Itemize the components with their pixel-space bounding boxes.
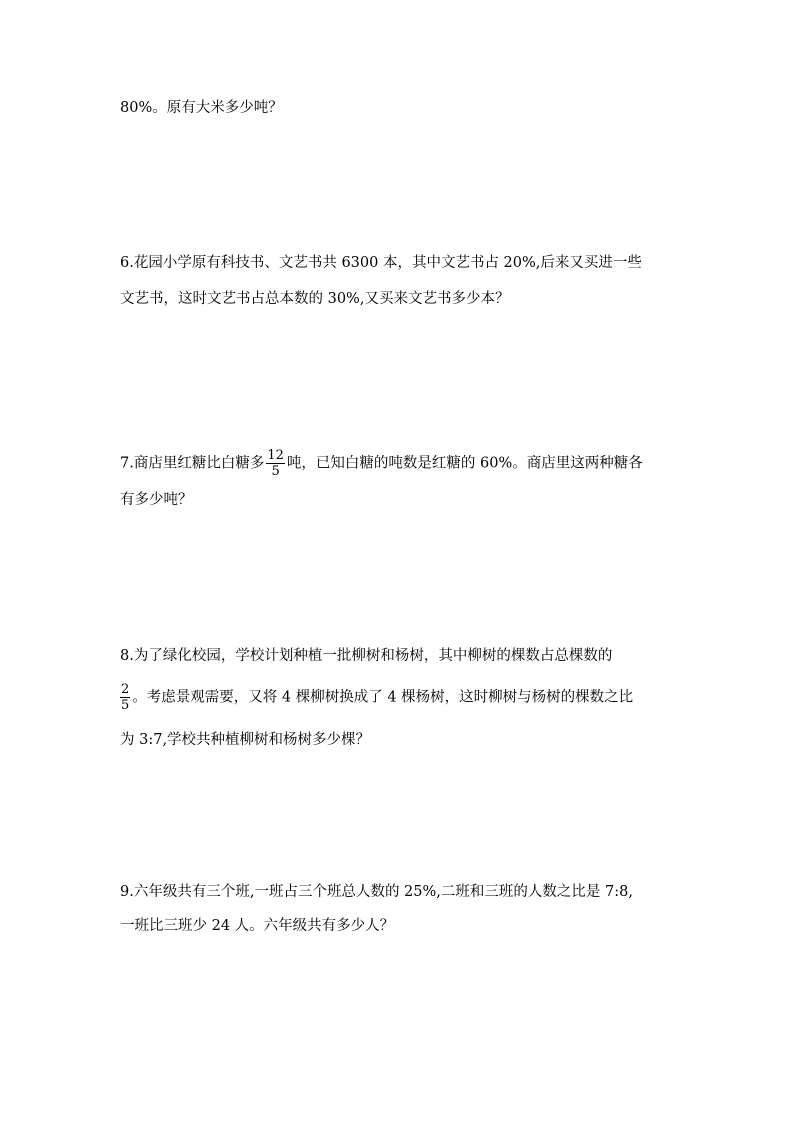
- problem-6-line-1: 6.花园小学原有科技书、文艺书共 6300 本，其中文艺书占 20%,后来又买进一些: [120, 255, 642, 271]
- fraction-denominator: 5: [121, 698, 130, 713]
- problem-7-line-1: [120, 448, 643, 479]
- problem-7-line-2: 有多少吨？: [120, 492, 193, 508]
- fraction-2-over-5: [120, 682, 130, 713]
- problem-7-text-after-fraction: 吨，已知白糖的吨数是红糖的 60%。商店里这两种糖各: [286, 455, 643, 472]
- fraction-numerator: 12: [267, 448, 284, 463]
- problem-8-line-2: [120, 682, 633, 713]
- problem-9-line-2: 一班比三班少 24 人。六年级共有多少人？: [120, 918, 395, 934]
- fraction-12-over-5: [266, 448, 285, 479]
- fraction-denominator: 5: [271, 464, 280, 479]
- fraction-numerator: 2: [121, 682, 130, 697]
- problem-6-line-2: 文艺书，这时文艺书占总本数的 30%,又买来文艺书多少本？: [120, 291, 510, 307]
- problem-8-line-3: 为 3:7,学校共种植柳树和杨树多少棵？: [120, 732, 371, 748]
- problem-8-text-after-fraction: 。考虑景观需要，又将 4 棵柳树换成了 4 棵杨树，这时柳树与杨树的棵数之比: [132, 689, 634, 706]
- problem-8-line-1: 8.为了绿化校园，学校计划种植一批柳树和杨树，其中柳树的棵数占总棵数的: [120, 648, 613, 664]
- problem-9-line-1: 9.六年级共有三个班,一班占三个班总人数的 25%,二班和三班的人数之比是 7:8,: [120, 884, 633, 900]
- problem-5-line-1: 80%。原有大米多少吨？: [120, 100, 283, 116]
- problem-7-text-before-fraction: 7.商店里红糖比白糖多: [120, 455, 265, 472]
